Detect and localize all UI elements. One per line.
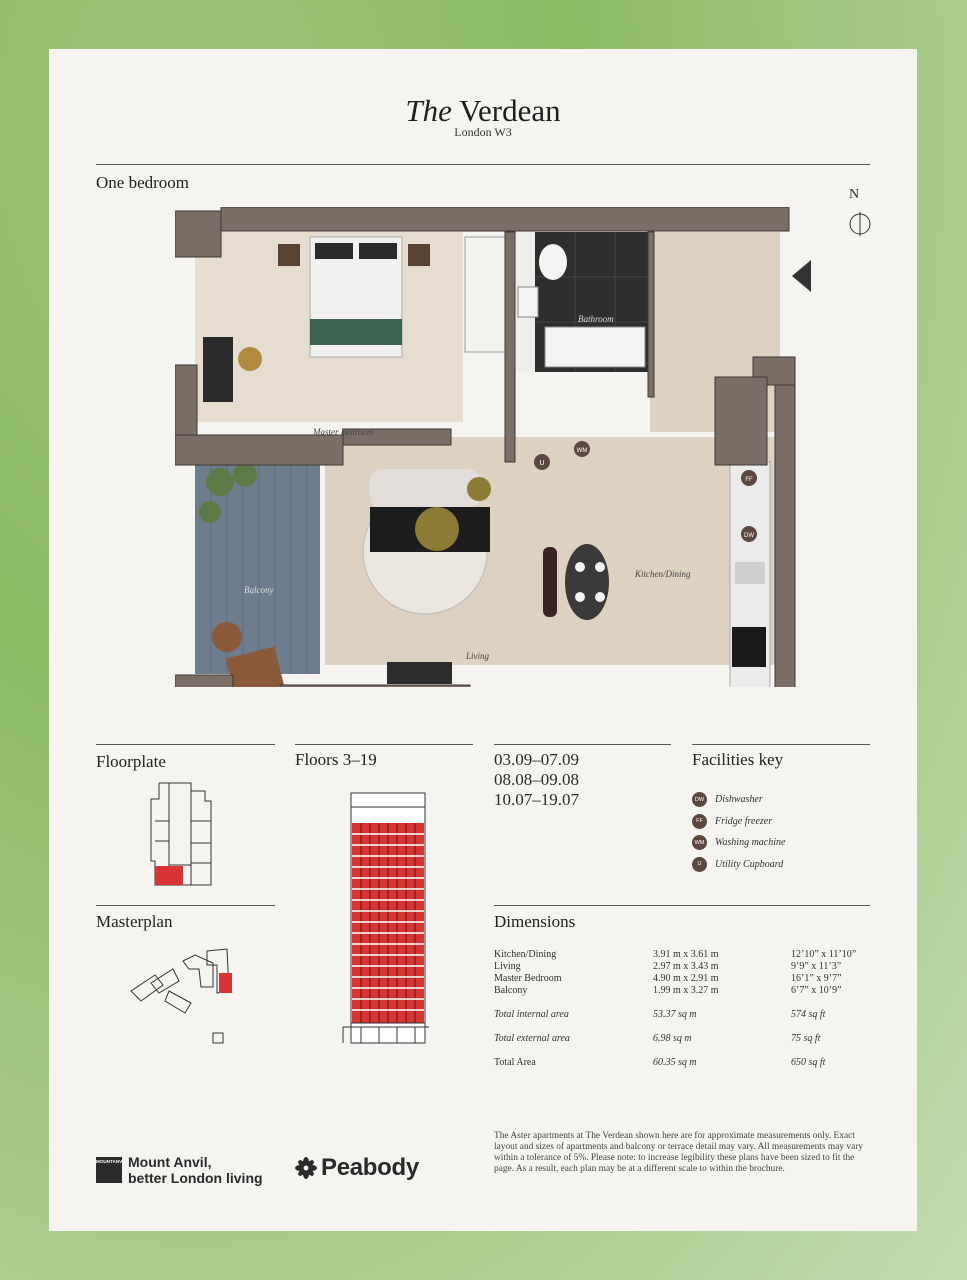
room-label-bedroom: Master Bedroom [313, 427, 374, 437]
facility-item: DW Dishwasher [692, 789, 785, 811]
building-highlight [219, 973, 232, 993]
masterplan-divider [96, 905, 275, 906]
facility-item: FF Fridge freezer [692, 811, 785, 833]
header-divider [96, 164, 870, 165]
svg-text:WM: WM [576, 448, 588, 454]
total-row: Total external area 6.98 sq m 75 sq ft [494, 1033, 821, 1044]
dimensions-label: Dimensions [494, 912, 576, 931]
peabody-wordmark: Peabody [321, 1154, 419, 1181]
unit-highlight [155, 866, 183, 885]
floors-divider [295, 744, 473, 745]
apartment-type: One bedroom [96, 173, 190, 192]
facilities-label: Facilities key [692, 750, 784, 769]
dimension-row: Balcony 1.99 m x 3.27 m 6’7” x 10’9” [494, 985, 842, 996]
peabody-logo [295, 1154, 419, 1182]
dimension-row: Kitchen/Dining 3.91 m x 3.61 m 12’10” x 11’10” [494, 949, 857, 960]
mount-anvil-mark: MOUNTANVIL [96, 1157, 122, 1183]
utility-cupboard-icon: U [692, 857, 707, 872]
unit-range: 10.07–19.07 [494, 790, 579, 809]
facilities-divider [692, 744, 870, 745]
dimension-row: Master Bedroom 4.90 m x 2.91 m 16’1” x 9’7” [494, 973, 842, 984]
page-subtitle: London W3 [454, 125, 512, 139]
dimension-row: Living 2.97 m x 3.43 m 9’9” x 11’3” [494, 961, 842, 972]
room-label-balcony: Balcony [244, 585, 274, 595]
unit-numbers [494, 750, 579, 810]
washing-machine-icon: WM [692, 835, 707, 850]
mount-anvil-name: Mount Anvil, [128, 1154, 212, 1170]
facility-item: WM Washing machine [692, 832, 785, 854]
svg-text:FF: FF [745, 477, 753, 483]
masterplan-label: Masterplan [96, 912, 173, 931]
mount-anvil-tagline: better London living [128, 1170, 263, 1186]
dishwasher-icon: DW [692, 792, 707, 807]
facility-item: U Utility Cupboard [692, 854, 785, 876]
svg-text:DW: DW [744, 533, 754, 539]
total-row: Total internal area 53.37 sq m 574 sq ft [494, 1009, 826, 1020]
facilities-list [692, 789, 785, 875]
peabody-flower-icon [295, 1157, 317, 1179]
unit-range: 03.09–07.09 [494, 750, 579, 769]
room-label-bathroom: Bathroom [578, 314, 614, 324]
svg-text:U: U [539, 460, 545, 467]
floorplate-diagram [149, 781, 219, 889]
unit-range: 08.08–09.08 [494, 770, 579, 789]
compass-icon [848, 212, 872, 236]
tower-elevation [341, 791, 429, 1047]
tag-u-icon [534, 454, 550, 470]
floors-label: Floors 3–19 [295, 750, 377, 769]
room-label-living: Living [466, 651, 490, 661]
brochure-sheet [49, 49, 917, 1231]
units-divider [494, 744, 671, 745]
dimensions-divider [494, 905, 870, 906]
room-label-kitchen: Kitchen/Dining [635, 569, 691, 579]
total-row: Total Area 60.35 sq m 650 sq ft [494, 1057, 826, 1068]
tag-wm-icon [574, 441, 590, 457]
floorplate-divider [96, 744, 275, 745]
page-title: The Verdean [405, 93, 561, 128]
fridge-freezer-icon: FF [692, 814, 707, 829]
tag-ff-icon [741, 470, 757, 486]
apartment-floorplan [175, 207, 797, 687]
floorplate-label: Floorplate [96, 752, 166, 771]
tag-dw-icon [741, 526, 757, 542]
north-label: N [849, 187, 860, 202]
disclaimer-text: The Aster apartments at The Verdean shown here are for approximate measurements only. Exact layout and sizes of apartments and balcony or terrace detail may vary. All measurements may vary within a tolerance of 5%. Please note: to increase legibility these plans have been sized to fit the page. As a result, each plan may be at a different scale to within the brochure. [494, 1131, 864, 1174]
mount-anvil-logo [96, 1154, 263, 1186]
masterplan-diagram [129, 947, 241, 1047]
